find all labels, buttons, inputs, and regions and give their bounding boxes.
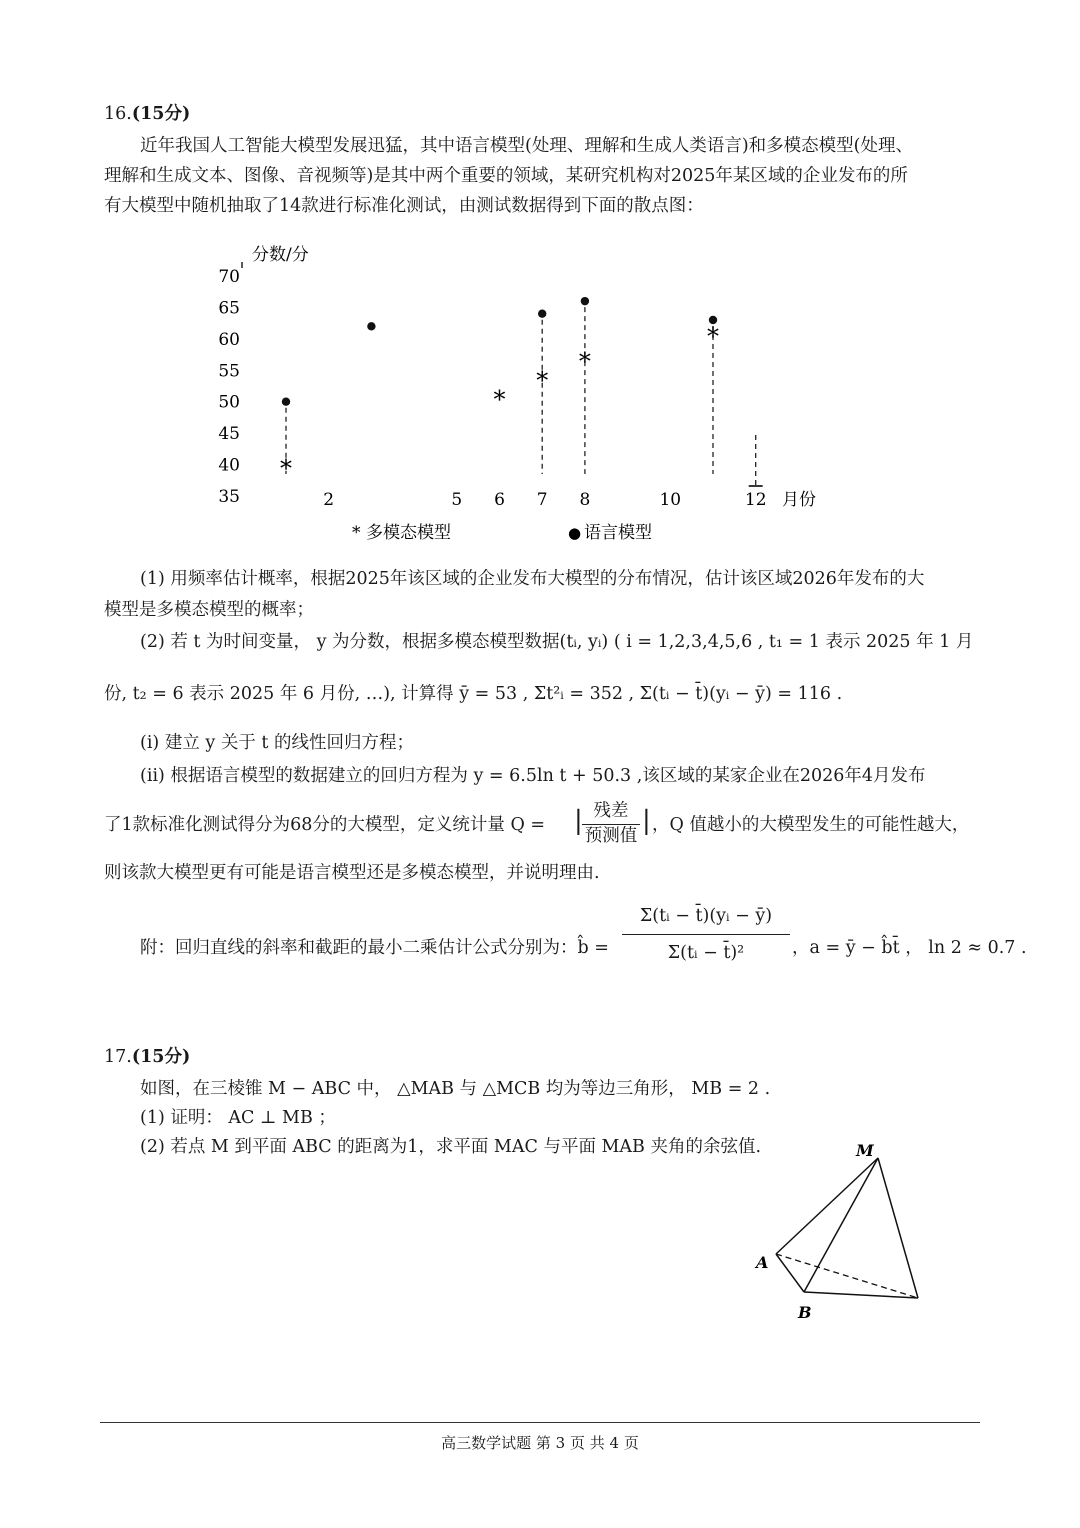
edge-MC bbox=[878, 1158, 918, 1298]
point-multimodal-model: * bbox=[493, 385, 506, 414]
edge-MA bbox=[776, 1158, 878, 1254]
point-language-model bbox=[581, 297, 589, 305]
q16-part2-line-1: (2) 若 t 为时间变量， y 为分数，根据多模态模型数据(tᵢ, yᵢ) ( i = 1,2,3,4,5,6 , t₁ = 1 表示 2025 年 1 月 bbox=[140, 632, 974, 652]
x-tick-label: 5 bbox=[451, 490, 463, 510]
x-tick-label: 7 bbox=[536, 490, 548, 510]
q17-points: (15分) bbox=[131, 1047, 191, 1067]
point-multimodal-model: * bbox=[578, 347, 591, 376]
q16-sub-ii-line-1: (ⅱ) 根据语言模型的数据建立的回归方程为 y = 6.5ln t + 50.3 ,该区域的某家企业在2026年4月发布 bbox=[140, 766, 926, 786]
y-tick-label: 40 bbox=[218, 455, 240, 476]
x-tick-label: 8 bbox=[579, 490, 591, 510]
q16-part1-line-1: (1) 用频率估计概率，根据2025年该区域的企业发布大模型的分布情况，估计该区域2026年发布的大 bbox=[140, 569, 925, 589]
q-fraction bbox=[582, 803, 640, 845]
slope-formula-fraction bbox=[622, 908, 790, 962]
q16-sub-i: (ⅰ) 建立 y 关于 t 的线性回归方程； bbox=[140, 733, 414, 753]
chart-legend bbox=[352, 523, 652, 543]
q16-intro-line-1: 近年我国人工智能大模型发展迅猛，其中语言模型(处理、理解和生成人类语言)和多模态模型(处理、 bbox=[140, 136, 913, 156]
y-tick-label: 45 bbox=[218, 424, 240, 445]
q16-part1-line-2: 模型是多模态模型的概率； bbox=[104, 600, 314, 620]
footer-rule bbox=[100, 1422, 980, 1423]
vertex-label-A: A bbox=[756, 1253, 769, 1272]
x-tick-label: 6 bbox=[494, 490, 505, 510]
q17-line-2: (1) 证明： AC ⊥ MB ； bbox=[140, 1108, 336, 1128]
q17-header bbox=[104, 1049, 190, 1067]
q-abs-right: | bbox=[642, 806, 651, 836]
point-multimodal-model: * bbox=[536, 366, 549, 395]
q17-number: 17. bbox=[104, 1047, 132, 1067]
legend-symbol-language: ● bbox=[568, 524, 582, 542]
slope-formula-numerator: Σ(tᵢ − t̄)(yᵢ − ȳ) bbox=[639, 906, 773, 926]
q16-number: 16. bbox=[104, 104, 132, 124]
slope-formula-denominator: Σ(tᵢ − t̄)² bbox=[622, 934, 790, 963]
appendix-text: 附：回归直线的斜率和截距的最小二乘估计公式分别为：b̂ = bbox=[140, 938, 609, 958]
y-tick-label: 35 bbox=[218, 487, 240, 507]
point-multimodal-model: * bbox=[280, 454, 292, 483]
point-language-model bbox=[367, 322, 375, 330]
x-tick-label: 2 bbox=[323, 490, 335, 510]
q16-sub-ii-line-2b: ，Q 值越小的大模型发生的可能性越大， bbox=[652, 815, 970, 835]
legend-symbol-multimodal: * bbox=[352, 523, 361, 543]
vertex-label-M: M bbox=[856, 1141, 874, 1160]
tetrahedron-figure bbox=[740, 1130, 940, 1330]
q16-header bbox=[104, 106, 190, 124]
legend-label-language: 语言模型 bbox=[584, 523, 652, 543]
q-fraction-numerator: 残差 bbox=[593, 801, 629, 821]
point-multimodal-model: * bbox=[707, 322, 719, 351]
q-fraction-denominator: 预测值 bbox=[582, 824, 640, 846]
appendix-text-tail: ，a = ȳ − b̂t̄ ， ln 2 ≈ 0.7 . bbox=[792, 938, 1027, 958]
vertex-label-B: B bbox=[798, 1303, 812, 1322]
chart-ylabel: 分数/分 bbox=[252, 245, 309, 265]
edge-AB bbox=[776, 1254, 804, 1292]
q16-sub-ii-line-3: 则该款大模型更有可能是语言模型还是多模态模型，并说明理由. bbox=[104, 863, 600, 883]
y-tick-label: 65 bbox=[218, 298, 240, 319]
q-abs-left: | bbox=[574, 806, 583, 836]
edge-MB bbox=[804, 1158, 878, 1292]
legend-label-multimodal: 多模态模型 bbox=[366, 523, 451, 543]
q16-part2-line-2: 份, t₂ = 6 表示 2025 年 6 月份, …), 计算得 ȳ = 53 , Σt²ᵢ = 352 , Σ(tᵢ − t̄)(yᵢ − ȳ) = 116 . bbox=[104, 684, 843, 704]
page-footer: 高三数学试题 第 3 页 共 4 页 bbox=[441, 1434, 639, 1452]
q16-intro-line-2: 理解和生成文本、图像、音视频等)是其中两个重要的领域，某研究机构对2025年某区域的企业发布的所 bbox=[104, 166, 908, 186]
chart-xlabel: 月份 bbox=[782, 490, 816, 510]
q16-intro-line-3: 有大模型中随机抽取了14款进行标准化测试，由测试数据得到下面的散点图： bbox=[104, 196, 704, 216]
y-tick-label: 55 bbox=[218, 361, 240, 382]
q16-sub-ii-line-2a: 了1款标准化测试得分为68分的大模型，定义统计量 Q = bbox=[104, 815, 546, 835]
point-language-model bbox=[538, 310, 546, 318]
y-tick-label: 50 bbox=[218, 392, 240, 413]
q17-line-3: (2) 若点 M 到平面 ABC 的距离为1，求平面 MAC 与平面 MAB 夹角的余弦值. bbox=[140, 1137, 762, 1157]
x-tick-label: 10 bbox=[659, 490, 682, 510]
point-language-model bbox=[282, 398, 290, 406]
scatter-chart bbox=[200, 238, 860, 553]
q16-points: (15分) bbox=[131, 104, 191, 124]
x-tick-label: 12 bbox=[744, 490, 767, 510]
q17-line-1: 如图，在三棱锥 M − ABC 中， △MAB 与 △MCB 均为等边三角形， MB = 2 . bbox=[140, 1079, 771, 1099]
y-tick-label: 70 bbox=[218, 267, 240, 287]
edge-AC-hidden bbox=[776, 1254, 918, 1298]
y-tick-label: 60 bbox=[218, 329, 240, 350]
